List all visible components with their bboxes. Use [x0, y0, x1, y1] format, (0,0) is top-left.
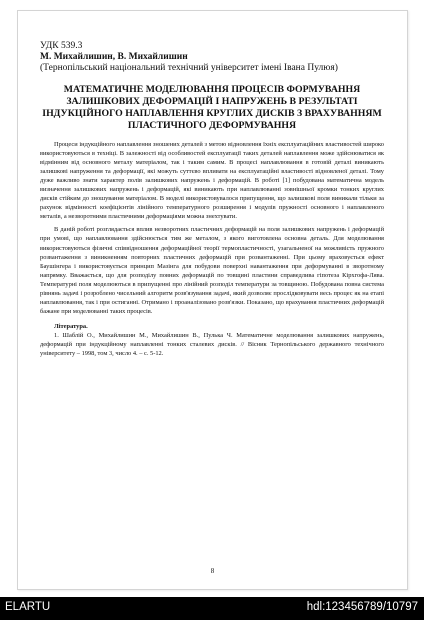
reference-item: 1. Шаблій О., Михайлишин М., Михайлишин В., Пулька Ч. Математичне моделювання залишкових напружень, деформацій при індукційному наплавленні тонких сталевих дисків. // Вісник Тернопільського державного технічного університету – 1998, том 3, число 4. – с. 5-12.	[40, 331, 384, 357]
paragraph-main: В даній роботі розглядається вплив незворотних пластичних деформацій на поля залишкових напружень і деформацій при умові, що наплавлювання здійснюється тим же металом, з якого виготовлена основна деталь. Для моделювання використовуються фізичні співвідношення деформаційної теорії термопластичності, узагальненої на можливість пружного розвантаження з виникненням повторних пластичних деформацій при розвантаженні. При цьому враховується ефект Баушінгера і використовується принцип Мазінга для побудови поверхні навантаження при деформуванні в зворотному напрямку. Вважається, що для розподілу повних деформацій по товщині пластини справедлива гіпотеза Кірхгофа-Лява. Температурні поля моделюються в припущенні про лінійний розподіл температури за товщиною. Побудована повна система рівнянь задачі і розроблено чисельний алгоритм розв'язування задачі, який дозволяє прослідковувати весь процес як на етапі наплавлювання, так і при остиганні. Отримано і проаналізовано розв'язки. Показано, що врахування пластичних деформацій бажане при моделюванні таких процесів.	[40, 226, 384, 315]
paragraph-intro: Процеси індукційного наплавлення зношених деталей з метою відновлення їхніх експлуатаційних властивостей широко використовуються в техніці. В залежності від особливостей експлуатації таких деталей наплавлення може здійснюватися як відмінним від основного металу матеріалом, так і таким самим. В процесі наплавлювання в готовій деталі виникають залишкові напруження та деформації, які можуть суттєво впливати на експлуатаційні властивості відновленої деталі. Тому дуже важливо знати характер полів залишкових напружень і деформацій. В роботі [1] побудована математична модель визначення залишкових напружень і деформацій, які виникають при наплавлюванні зовнішньої кромки тонких круглих дисків стійким до зношування матеріалом. В моделі використовувалося припущення, що залишкові поля виникали тільки за рахунок відмінності коефіцієнтів лінійного температурного розширення і модулів пружності основного і наплавленого металів, а незворотними пластичними деформаціями можна знехтувати.	[40, 141, 384, 221]
authors: М. Михайлишин, В. Михайлишин	[40, 52, 188, 62]
literature-heading: Література.	[54, 322, 88, 330]
repository-name[interactable]: ELARTU	[5, 601, 51, 613]
affiliation: (Тернопільський національний технічний університет імені Івана Пулюя)	[40, 63, 338, 73]
handle-id[interactable]: hdl:123456789/10797	[306, 601, 418, 613]
udc-code: УДК 539.3	[40, 41, 83, 51]
page-number: 8	[210, 567, 215, 575]
article-body	[40, 41, 384, 358]
document-page	[17, 10, 408, 590]
article-title: МАТЕМАТИЧНЕ МОДЕЛЮВАННЯ ПРОЦЕСІВ ФОРМУВАННЯ ЗАЛИШКОВИХ ДЕФОРМАЦІЙ І НАПРУЖЕНЬ В РЕЗУЛЬТАТІ ІНДУКЦІЙНОГО НАПЛАВЛЕННЯ КРУГЛИХ ДИСКІВ З ВРАХУВАННЯМ ПЛАСТИЧНОГО ДЕФОРМУВАННЯ	[42, 84, 382, 131]
repository-footer-bar	[0, 597, 424, 620]
